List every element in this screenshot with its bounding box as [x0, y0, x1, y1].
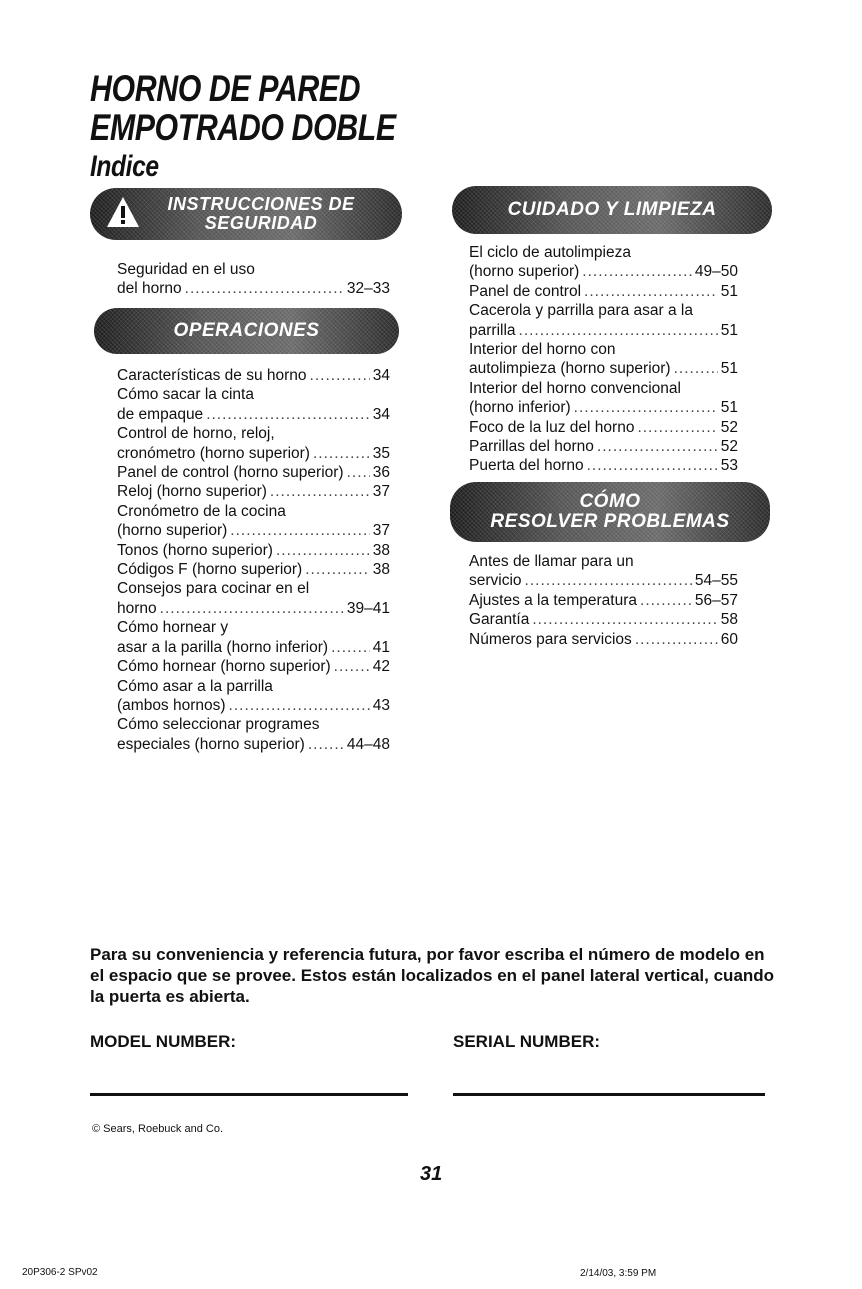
toc-entry-page: 37	[372, 483, 390, 501]
model-number-line	[90, 1093, 408, 1096]
page-number: 31	[420, 1163, 443, 1185]
toc-entry	[469, 359, 738, 378]
safety-banner-line-2: SEGURIDAD	[204, 213, 318, 233]
toc-entry	[117, 366, 390, 385]
toc-entry	[469, 262, 738, 281]
toc-entry	[469, 243, 738, 262]
toc-entry-page: 52	[720, 418, 738, 436]
toc-entry-text: Cacerola y parrilla para asar a la	[469, 302, 693, 320]
care-banner-text: CUIDADO Y LIMPIEZA	[507, 199, 717, 221]
toc-leader-dots	[640, 591, 692, 610]
toc-entry-page: 58	[720, 611, 738, 629]
toc-entry-text: Parrillas del horno	[469, 438, 594, 456]
toc-entry-page: 51	[720, 282, 738, 300]
warning-icon	[106, 196, 140, 228]
toc-entry-page: 35	[372, 444, 390, 462]
toc-entry-text: Ajustes a la temperatura	[469, 591, 638, 609]
document-title	[90, 70, 396, 182]
toc-entry-text: cronómetro (horno superior)	[117, 444, 310, 462]
toc-entry	[469, 552, 738, 571]
toc-entry-text: Antes de llamar para un	[469, 553, 634, 570]
toc-entry-text: (horno superior)	[117, 522, 228, 540]
toc-entry-page: 60	[720, 630, 738, 648]
toc-entry	[469, 456, 738, 475]
toc-leader-dots	[229, 696, 370, 715]
toc-entry-page: 43	[372, 696, 390, 714]
toc-entry-text: Cómo sacar la cinta	[117, 386, 254, 404]
operations-banner	[94, 308, 399, 354]
toc-entry-page: 42	[372, 658, 390, 676]
toc-leader-dots	[185, 279, 344, 298]
toc-entry-page: 51	[720, 360, 738, 378]
footer-code: 20P306-2 SPv02	[22, 1267, 98, 1278]
toc-leader-dots	[313, 444, 370, 463]
toc-entry-page: 52	[720, 438, 738, 456]
title-line-1: HORNO DE PARED	[90, 68, 361, 109]
toc-leader-dots	[347, 463, 370, 482]
toc-entry-text: El ciclo de autolimpieza	[469, 244, 631, 261]
toc-leader-dots	[637, 418, 717, 437]
toc-entry	[117, 424, 390, 443]
toc-entry-text: Puerta del horno	[469, 457, 584, 475]
toc-entry	[117, 279, 390, 298]
toc-entry	[469, 340, 738, 359]
toc-leader-dots	[584, 282, 718, 301]
model-number-label: MODEL NUMBER:	[90, 1032, 237, 1051]
safety-banner-line-1: INSTRUCCIONES DE	[167, 194, 355, 215]
toc-entry	[117, 482, 390, 501]
model-number-note: Para su conveniencia y referencia futura, por favor escriba el número de modelo en el espacio que se provee. Estos están localizados en el panel lateral vertical, cuando la puerta es abierta.	[90, 945, 775, 1006]
toc-entry	[117, 696, 390, 715]
toc-entry-text: (horno inferior)	[469, 399, 571, 417]
toc-entry-page: 44–48	[346, 735, 390, 753]
toc-leader-dots	[308, 735, 344, 754]
toc-entry	[117, 502, 390, 521]
toc-entry	[469, 301, 738, 320]
toc-entry-text: del horno	[117, 280, 182, 298]
toc-leader-dots	[519, 321, 718, 340]
toc-entry	[469, 398, 738, 417]
serial-number-label: SERIAL NUMBER:	[453, 1032, 601, 1051]
toc-entry-page: 32–33	[346, 280, 390, 298]
toc-entry-text: Números para servicios	[469, 630, 632, 648]
toc-entry-text: asar a la parilla (horno inferior)	[117, 638, 329, 656]
toc-leader-dots	[574, 398, 718, 417]
toc-leader-dots	[270, 482, 370, 501]
copyright: © Sears, Roebuck and Co.	[92, 1123, 224, 1135]
toc-entry-page: 34	[372, 367, 390, 384]
index-heading: Indice	[90, 150, 159, 183]
toc-entry-page: 39–41	[346, 599, 390, 617]
toc-leader-dots	[587, 456, 718, 475]
toc-entry	[117, 541, 390, 560]
toc-entry-text: (ambos hornos)	[117, 696, 226, 714]
toc-leader-dots	[532, 610, 717, 629]
toc-entry	[117, 579, 390, 598]
toc-leader-dots	[160, 599, 344, 618]
toc-entry-text: Códigos F (horno superior)	[117, 561, 303, 579]
toc-entry	[469, 321, 738, 340]
toc-leader-dots	[206, 405, 370, 424]
toc-leader-dots	[582, 262, 692, 281]
toc-entry	[117, 444, 390, 463]
toc-entry-text: Reloj (horno superior)	[117, 483, 267, 501]
safety-banner-text	[167, 195, 354, 233]
toc-entry-text: Foco de la luz del horno	[469, 418, 635, 436]
footer-date: 2/14/03, 3:59 PM	[580, 1268, 657, 1279]
toc-entry-text: Características de su horno	[117, 367, 307, 384]
toc-entry-page: 56–57	[694, 591, 738, 609]
toc-entry-page: 38	[372, 561, 390, 579]
toc-leader-dots	[525, 571, 692, 590]
toc-leader-dots	[635, 630, 718, 649]
troubleshooting-list	[469, 552, 738, 649]
toc-entry	[117, 521, 390, 540]
toc-entry-page: 36	[372, 464, 390, 482]
toc-entry	[117, 560, 390, 579]
toc-entry-page: 34	[372, 405, 390, 423]
toc-entry-text: Cronómetro de la cocina	[117, 502, 286, 520]
toc-entry-text: Panel de control (horno superior)	[117, 464, 344, 482]
safety-banner	[90, 188, 402, 240]
toc-entry-page: 51	[720, 321, 738, 339]
toc-entry	[469, 610, 738, 629]
care-list	[469, 243, 738, 476]
toc-entry-text: Cómo seleccionar programes	[117, 716, 320, 734]
toc-entry	[469, 591, 738, 610]
safety-list	[117, 260, 390, 299]
toc-entry-text: Cómo hornear (horno superior)	[117, 658, 331, 676]
toc-entry	[469, 282, 738, 301]
toc-entry-text: Cómo hornear y	[117, 619, 229, 637]
toc-entry-text: Interior del horno con	[469, 341, 616, 359]
serial-number-line	[453, 1093, 765, 1096]
toc-entry-page: 38	[372, 541, 390, 559]
toc-entry-text: Interior del horno convencional	[469, 379, 681, 397]
toc-entry-text: Control de horno, reloj,	[117, 425, 275, 443]
toc-entry-text: (horno superior)	[469, 263, 580, 281]
toc-entry-text: Tonos (horno superior)	[117, 541, 273, 559]
toc-entry	[117, 405, 390, 424]
toc-entry-text: especiales (horno superior)	[117, 735, 305, 753]
toc-entry	[117, 260, 390, 279]
toc-leader-dots	[334, 657, 370, 676]
toc-entry	[117, 715, 390, 734]
toc-leader-dots	[230, 521, 369, 540]
toc-entry-text: Consejos para cocinar en el	[117, 580, 310, 598]
toc-entry-text: horno	[117, 599, 157, 617]
toc-entry	[469, 437, 738, 456]
toc-entry-text: Garantía	[469, 611, 530, 629]
troubleshooting-banner	[450, 482, 770, 542]
toc-entry-text: Seguridad en el uso	[117, 261, 255, 278]
toc-entry-text: autolimpieza (horno superior)	[469, 360, 671, 378]
toc-entry	[117, 599, 390, 618]
toc-leader-dots	[597, 437, 718, 456]
toc-entry-text: servicio	[469, 572, 522, 590]
troubleshooting-banner-line-2: RESOLVER PROBLEMAS	[490, 511, 730, 532]
operations-banner-text: OPERACIONES	[173, 320, 320, 342]
toc-entry	[117, 735, 390, 754]
toc-entry	[117, 618, 390, 637]
toc-leader-dots	[305, 560, 370, 579]
toc-entry-text: parrilla	[469, 321, 516, 339]
toc-entry	[117, 385, 390, 404]
toc-entry-page: 49–50	[694, 263, 738, 281]
toc-entry-page: 41	[372, 638, 390, 656]
care-banner	[452, 186, 772, 234]
toc-leader-dots	[674, 359, 718, 378]
operations-list	[117, 366, 390, 754]
toc-entry	[117, 657, 390, 676]
toc-entry	[117, 638, 390, 657]
toc-entry-text: de empaque	[117, 405, 204, 423]
toc-entry-page: 53	[720, 457, 738, 475]
toc-entry	[117, 677, 390, 696]
title-line-2: EMPOTRADO DOBLE	[90, 107, 396, 148]
toc-entry-text: Cómo asar a la parrilla	[117, 677, 273, 695]
toc-entry	[469, 630, 738, 649]
toc-entry-page: 51	[720, 399, 738, 417]
toc-entry	[469, 379, 738, 398]
toc-entry-page: 54–55	[694, 572, 738, 590]
toc-entry	[469, 571, 738, 590]
toc-leader-dots	[310, 366, 370, 385]
toc-entry	[469, 418, 738, 437]
toc-leader-dots	[331, 638, 370, 657]
toc-entry-text: Panel de control	[469, 282, 582, 300]
toc-entry	[117, 463, 390, 482]
toc-entry-page: 37	[372, 522, 390, 540]
troubleshooting-banner-line-1: CÓMO	[579, 491, 641, 513]
toc-leader-dots	[276, 541, 370, 560]
